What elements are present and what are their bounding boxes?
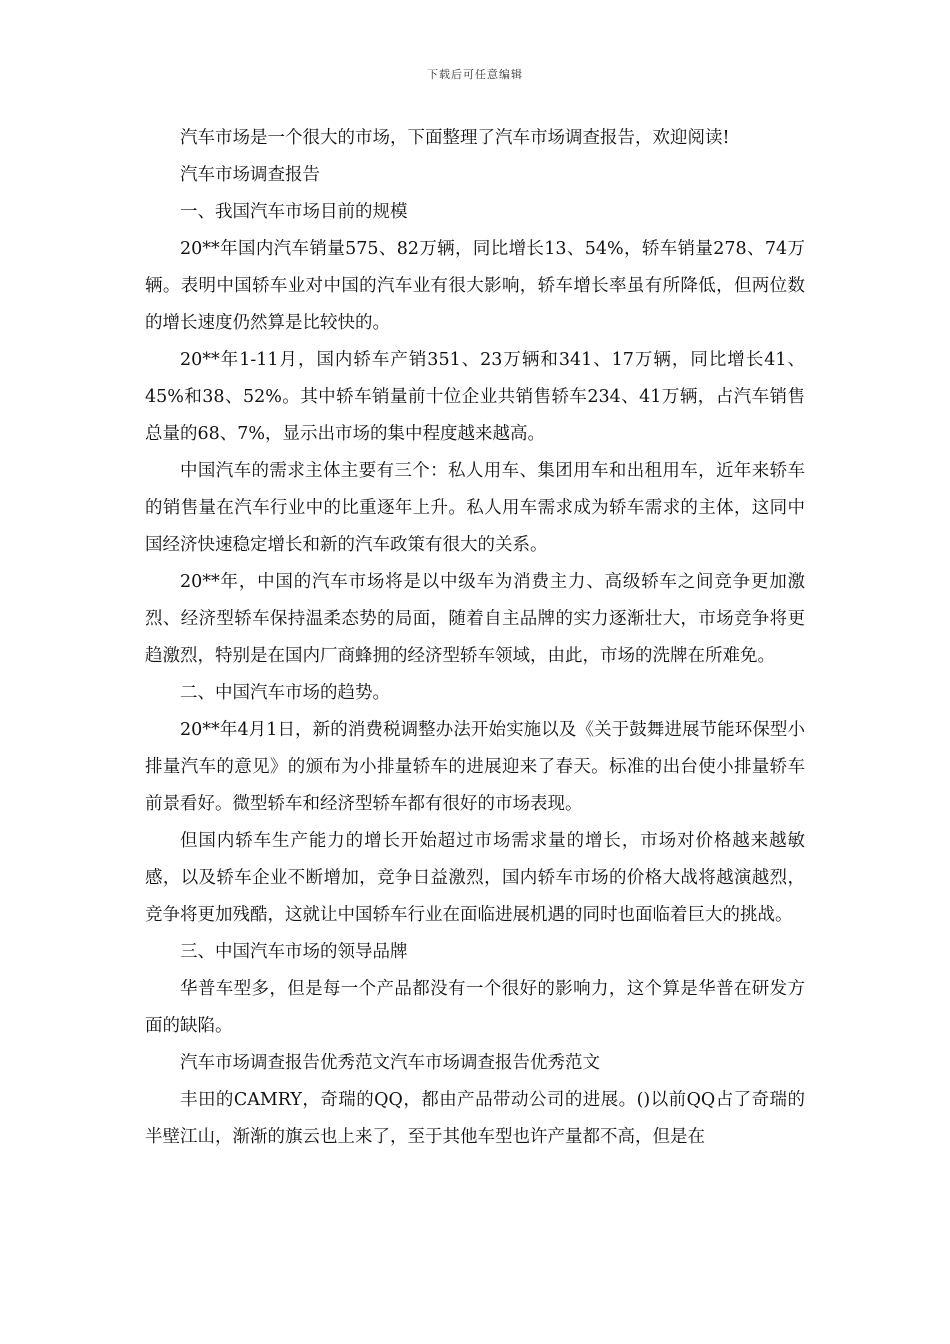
body-paragraph: 20**年，中国的汽车市场将是以中级车为消费主力、高级轿车之间竞争更加激烈、经济型轿车保持温柔态势的局面，随着自主品牌的实力逐渐壮大，市场竞争将更趋激烈，特别是在国内厂商蜂拥的经济型轿车领域，由此，市场的洗牌在所难免。 [145,572,805,666]
document-title: 汽车市场调查报告 [180,165,320,185]
body-paragraph: 20**年4月1日，新的消费税调整办法开始实施以及《关于鼓舞进展节能环保型小排量汽车的意见》的颁布为小排量轿车的进展迎来了春天。标准的出台使小排量轿车前景看好。微型轿车和经济型轿车都有很好的市场表现。 [145,720,805,814]
body-paragraph: 华普车型多，但是每一个产品都没有一个很好的影响力，这个算是华普在研发方面的缺陷。 [145,979,805,1036]
page-header: 下载后可任意编辑 [427,68,523,81]
subtitle-line: 汽车市场调查报告优秀范文汽车市场调查报告优秀范文 [180,1053,600,1073]
body-paragraph: 20**年国内汽车销量575、82万辆，同比增长13、54%，轿车销量278、74万辆。表明中国轿车业对中国的汽车业有很大影响，轿车增长率虽有所降低，但两位数的增长速度仍然算是比较快的。 [145,239,805,333]
section-heading-2: 二、中国汽车市场的趋势。 [180,683,390,703]
document-body [145,120,805,1156]
intro-paragraph: 汽车市场是一个很大的市场，下面整理了汽车市场调查报告，欢迎阅读! [180,128,730,148]
body-paragraph: 中国汽车的需求主体主要有三个：私人用车、集团用车和出租用车，近年来轿车的销售量在汽车行业中的比重逐年上升。私人用车需求成为轿车需求的主体，这同中国经济快速稳定增长和新的汽车政策有很大的关系。 [145,461,805,555]
body-paragraph: 丰田的CAMRY，奇瑞的QQ，都由产品带动公司的进展。()以前QQ占了奇瑞的半壁江山，渐渐的旗云也上来了，至于其他车型也许产量都不高，但是在 [145,1090,805,1147]
body-paragraph: 20**年1-11月，国内轿车产销351、23万辆和341、17万辆，同比增长41、45%和38、52%。其中轿车销量前十位企业共销售轿车234、41万辆，占汽车销售总量的68、7%，显示出市场的集中程度越来越高。 [145,350,805,444]
section-heading-3: 三、中国汽车市场的领导品牌 [180,942,408,962]
body-paragraph: 但国内轿车生产能力的增长开始超过市场需求量的增长，市场对价格越来越敏感，以及轿车企业不断增加，竞争日益激烈，国内轿车市场的价格大战将越演越烈，竞争将更加残酷，这就让中国轿车行业在面临进展机遇的同时也面临着巨大的挑战。 [145,831,805,925]
section-heading-1: 一、我国汽车市场目前的规模 [180,202,408,222]
